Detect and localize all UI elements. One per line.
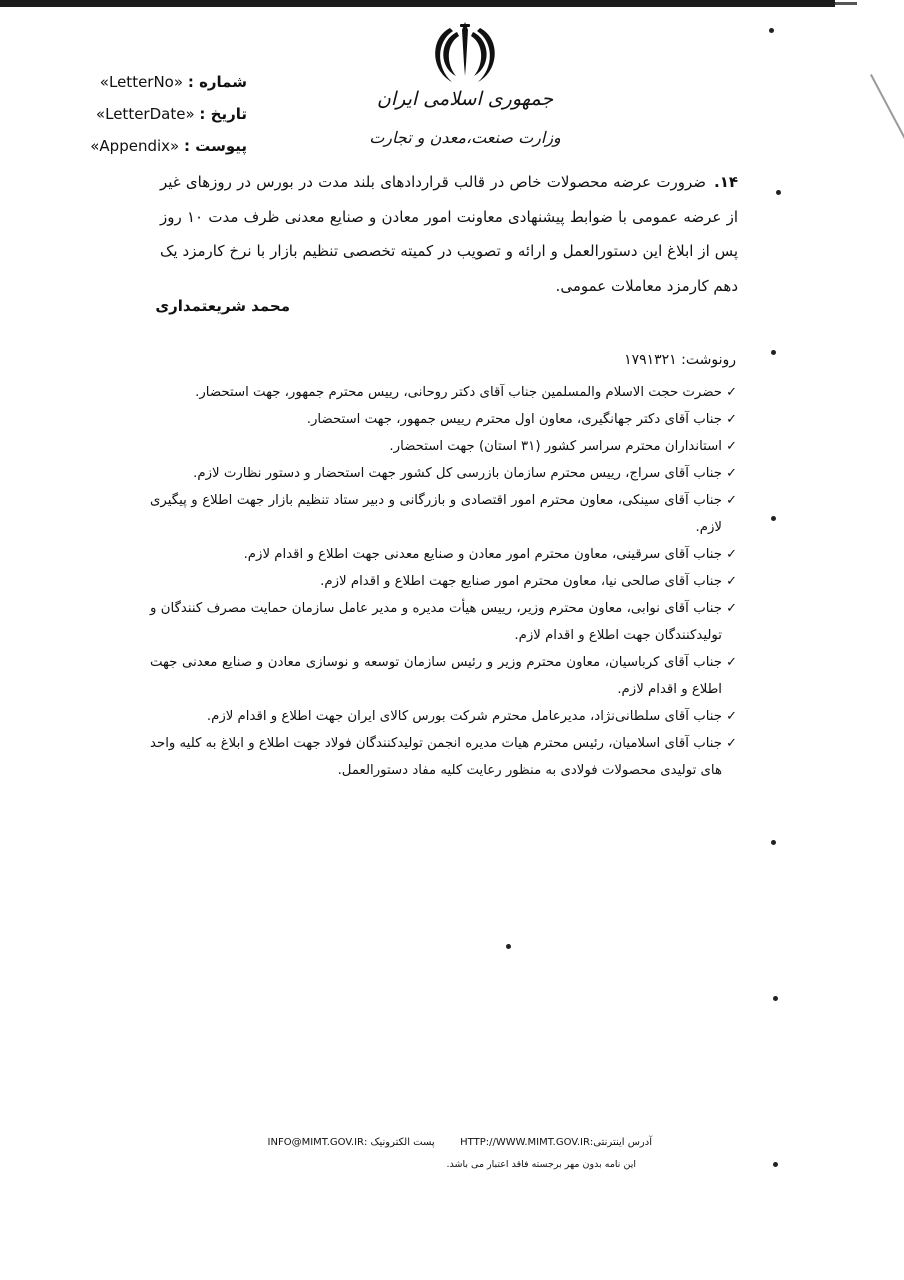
punch-hole-mark [773,996,778,1001]
punch-hole-mark [506,944,511,949]
copies-list [150,379,737,784]
signer-name: محمد شریعتمداری [155,297,290,315]
copy-recipient: ✓ جناب آقای اسلامیان، رئیس محترم هیات مدیره انجمن تولیدکنندگان فولاد جهت اطلاع و ابلاغ به کلیه واحد های تولیدی محصولات فولادی به منظور رعایت کلیه مفاد دستورالعمل. [150,730,737,784]
letter-date-value: «LetterDate» [95,105,195,123]
copy-recipient: ✓ جناب آقای کرباسیان، معاون محترم وزیر و رئیس سازمان توسعه و نوسازی معادن و صنایع معدنی جهت اطلاع و اقدام لازم. [150,649,737,703]
scan-artifact-line [870,74,904,172]
ministry-title: وزارت صنعت،معدن و تجارت [369,128,561,147]
appendix-row [90,137,247,155]
body-paragraph [160,165,738,303]
copy-recipient: ✓ حضرت حجت الاسلام والمسلمین جناب آقای دکتر روحانی، رییس محترم جمهور، جهت استحضار. [150,379,737,406]
letter-number-value: «LetterNo» [99,73,184,91]
punch-hole-mark [776,190,781,195]
copy-recipient: ✓ جناب آقای سلطانی‌نژاد، مدیرعامل محترم شرکت بورس کالای ایران جهت اطلاع و اقدام لازم. [150,703,737,730]
appendix-value: «Appendix» [90,137,180,155]
copies-title: رونوشت: ۱۷۹۱۳۲۱ [624,352,736,368]
punch-hole-mark [771,516,776,521]
copy-recipient: ✓ جناب آقای صالحی نیا، معاون محترم امور صنایع جهت اطلاع و اقدام لازم. [150,568,737,595]
email-label: پست الکترونیک : [363,1137,435,1148]
item-number: ۱۴. [713,173,738,191]
scan-top-border-end [835,2,857,5]
website-url: HTTP://WWW.MIMT.GOV.IR [460,1137,590,1148]
copy-recipient: ✓ جناب آقای سراج، رییس محترم سازمان بازرسی کل کشور جهت استحضار و دستور نظارت لازم. [150,460,737,487]
footer-contact [230,1137,652,1148]
letter-date-label: تاریخ : [199,105,247,123]
appendix-label: پیوست : [183,137,247,155]
footer-note: این نامه بدون مهر برجسته فاقد اعتبار می باشد. [446,1159,636,1170]
letter-number-row [100,73,247,91]
website-label: آدرس اینترنتی: [589,1137,652,1148]
email-address: INFO@MIMT.GOV.IR [267,1137,364,1148]
item-text: ضرورت عرضه محصولات خاص در قالب قراردادهای بلند مدت در بورس در روزهای غیر از عرضه عمومی با ضوابط پیشنهادی معاونت امور معادن و صنایع معدنی ظرف مدت ۱۰ روز پس از ابلاغ این دستورالعمل و ارائه و تصویب در کمیته تخصصی تنظیم بازار با نرخ کارمزد یک دهم کارمزد معاملات عمومی. [160,173,738,295]
letter-date-row [96,105,247,123]
punch-hole-mark [769,28,774,33]
copy-recipient: ✓ جناب آقای دکتر جهانگیری، معاون اول محترم رییس جمهور، جهت استحضار. [150,406,737,433]
punch-hole-mark [773,1162,778,1167]
punch-hole-mark [771,840,776,845]
scan-top-border [0,0,835,7]
copy-recipient: ✓ جناب آقای سینکی، معاون محترم امور اقتصادی و بازرگانی و دبیر ستاد تنظیم بازار جهت اطلاع و پیگیری لازم. [150,487,737,541]
copy-recipient: ✓ جناب آقای سرقینی، معاون محترم امور معادن و صنایع معدنی جهت اطلاع و اقدام لازم. [150,541,737,568]
punch-hole-mark [771,350,776,355]
republic-title: جمهوری اسلامی ایران [376,88,554,110]
iran-emblem-icon [430,20,500,86]
copy-recipient: ✓ استانداران محترم سراسر کشور (۳۱ استان) جهت استحضار. [150,433,737,460]
letter-number-label: شماره : [187,73,247,91]
copy-recipient: ✓ جناب آقای نوابی، معاون محترم وزیر، رییس هیأت مدیره و مدیر عامل سازمان حمایت مصرف کنندگان و تولیدکنندگان جهت اطلاع و اقدام لازم. [150,595,737,649]
